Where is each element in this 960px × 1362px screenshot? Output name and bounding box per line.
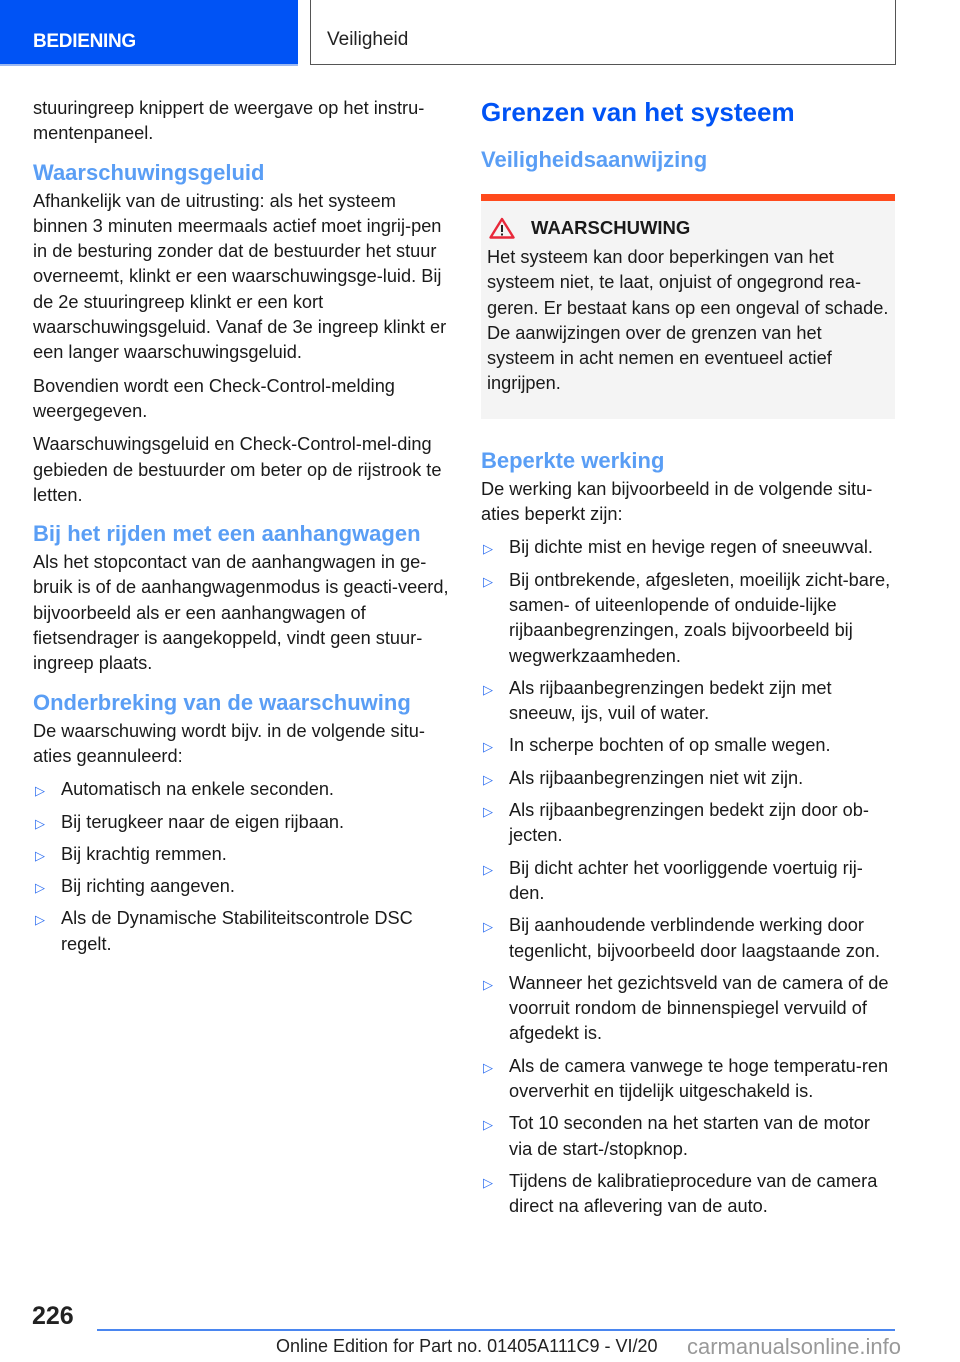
section-heading-trailer: Bij het rijden met een aanhangwagen [33, 521, 421, 547]
interruption-list [33, 777, 449, 957]
bullet-triangle-icon: ▷ [483, 1174, 493, 1190]
list-item: ▷ Als de Dynamische Stabiliteitscontrole DSC regelt. [35, 908, 413, 954]
list-item: ▷ Tijdens de kalibratieprocedure van de camera direct na aflevering van de auto. [483, 1170, 878, 1217]
left-column [33, 96, 449, 964]
list-item: ▷ Als rijbaanbegrenzingen bedekt zijn met sneeuw, ijs, vuil of water. [483, 677, 832, 724]
chapter-tab [310, 0, 896, 65]
page-number: 226 [32, 1302, 74, 1330]
section-heading-limited: Beperkte werking [481, 447, 665, 473]
bullet-triangle-icon: ▷ [483, 771, 493, 787]
list-item: ▷ Wanneer het gezichtsveld van de camera of de voorruit rondom de binnenspiegel vervuild of afgedekt is. [483, 972, 889, 1044]
safety-heading: Veiligheidsaanwijzing [481, 147, 708, 172]
list-item: ▷ Bij terugkeer naar de eigen rijbaan. [33, 810, 449, 835]
intro-paragraph: stuuringreep knippert de weergave op het instru-mentenpaneel. [33, 98, 425, 144]
bullet-triangle-icon: ▷ [35, 847, 45, 863]
list-item: ▷ Als de camera vanwege te hoge temperatu-ren oververhit en tijdelijk uitgeschakeld is. [483, 1055, 889, 1102]
warning-box [481, 194, 895, 419]
bullet-triangle-icon: ▷ [483, 681, 493, 697]
bullet-triangle-icon: ▷ [483, 976, 493, 992]
list-item: ▷ Bij ontbrekende, afgesleten, moeilijk zicht-bare, samen- of uiteenlopende of onduide-lijke rijbaanbegrenzingen, zoals bijvoorbeeld bij wegwerkzaamheden. [483, 569, 891, 666]
paragraph: Waarschuwingsgeluid en Check-Control-mel-ding gebieden de bestuurder om beter op de rijstrook te letten. [33, 434, 442, 505]
edition-text: Online Edition for Part no. 01405A111C9 - VI/20 [276, 1336, 658, 1356]
paragraph: Afhankelijk van de uitrusting: als het systeem binnen 3 minuten meermaals actief moet ingrij-pen in de besturing zonder dat de bestuurder het stuur overneemt, klinkt er een waarschuwingsge-luid. Bij de 2e stuuringreep klinkt er een kort waarschuwingsgeluid. Vanaf de 3e ingreep klinkt er een langer waarschuwingsgeluid. [33, 190, 447, 363]
list-item: ▷ In scherpe bochten of op smalle wegen. [481, 733, 895, 758]
bullet-triangle-icon: ▷ [35, 912, 45, 928]
list-item: ▷ Bij dicht achter het voorliggende voertuig rij-den. [483, 857, 863, 903]
list-item: ▷ Als rijbaanbegrenzingen bedekt zijn door ob-jecten. [483, 800, 869, 846]
list-item: ▷ Tot 10 seconden na het starten van de motor via de start-/stopknop. [483, 1113, 870, 1159]
limitations-list [481, 535, 895, 1219]
list-item: ▷ Automatisch na enkele seconden. [33, 777, 449, 802]
bullet-triangle-icon: ▷ [483, 804, 493, 820]
paragraph: Als het stopcontact van de aanhangwagen in ge-bruik is of de aanhangwagenmodus is geacti-veerd, bijvoorbeeld als er een aanhangwagen of fietsendrager is aangekoppeld, vindt geen stuur-ingreep plaats. [33, 552, 449, 674]
watermark: carmanualsonline.info [687, 1334, 902, 1359]
footer-divider [97, 1329, 895, 1331]
bullet-triangle-icon: ▷ [483, 919, 493, 935]
list-item: ▷ Bij dichte mist en hevige regen of sneeuwval. [481, 535, 895, 560]
section-tab [0, 0, 298, 66]
bullet-triangle-icon: ▷ [35, 783, 45, 799]
bullet-triangle-icon: ▷ [483, 861, 493, 877]
list-item: ▷ Bij aanhoudende verblindende werking door tegenlicht, bijvoorbeeld door laagstaande zon. [483, 915, 881, 961]
bullet-triangle-icon: ▷ [483, 1059, 493, 1075]
list-item: ▷ Bij richting aangeven. [33, 874, 449, 899]
page-title: Grenzen van het systeem [481, 97, 795, 127]
bullet-triangle-icon: ▷ [35, 815, 45, 831]
warning-text: Het systeem kan door beperkingen van het systeem niet, te laat, onjuist of ongegrond rea-geren. Er bestaat kans op een ongeval of schade. De aanwijzingen over de grenzen van het systeem in acht nemen en eventueel actief ingrijpen. [487, 247, 889, 394]
bullet-triangle-icon: ▷ [483, 739, 493, 755]
warning-label: WAARSCHUWING [531, 217, 691, 238]
list-item: ▷ Als rijbaanbegrenzingen niet wit zijn. [481, 766, 895, 791]
section-label: BEDIENING [33, 31, 136, 52]
list-item: ▷ Bij krachtig remmen. [33, 842, 449, 867]
bullet-triangle-icon: ▷ [483, 573, 493, 589]
warning-triangle-icon [489, 217, 515, 239]
section-heading-warning-sound: Waarschuwingsgeluid [33, 159, 265, 185]
bullet-triangle-icon: ▷ [483, 1117, 493, 1133]
bullet-triangle-icon: ▷ [35, 880, 45, 896]
right-column [481, 96, 895, 1227]
paragraph: De waarschuwing wordt bijv. in de volgende situ-aties geannuleerd: [33, 720, 425, 766]
paragraph: Bovendien wordt een Check-Control-melding weergegeven. [33, 375, 395, 421]
bullet-triangle-icon: ▷ [483, 541, 493, 557]
paragraph: De werking kan bijvoorbeeld in de volgende situ-aties beperkt zijn: [481, 478, 873, 525]
chapter-label: Veiligheid [327, 29, 409, 50]
warning-title [487, 217, 889, 239]
section-heading-interruption: Onderbreking van de waarschuwing [33, 689, 411, 715]
